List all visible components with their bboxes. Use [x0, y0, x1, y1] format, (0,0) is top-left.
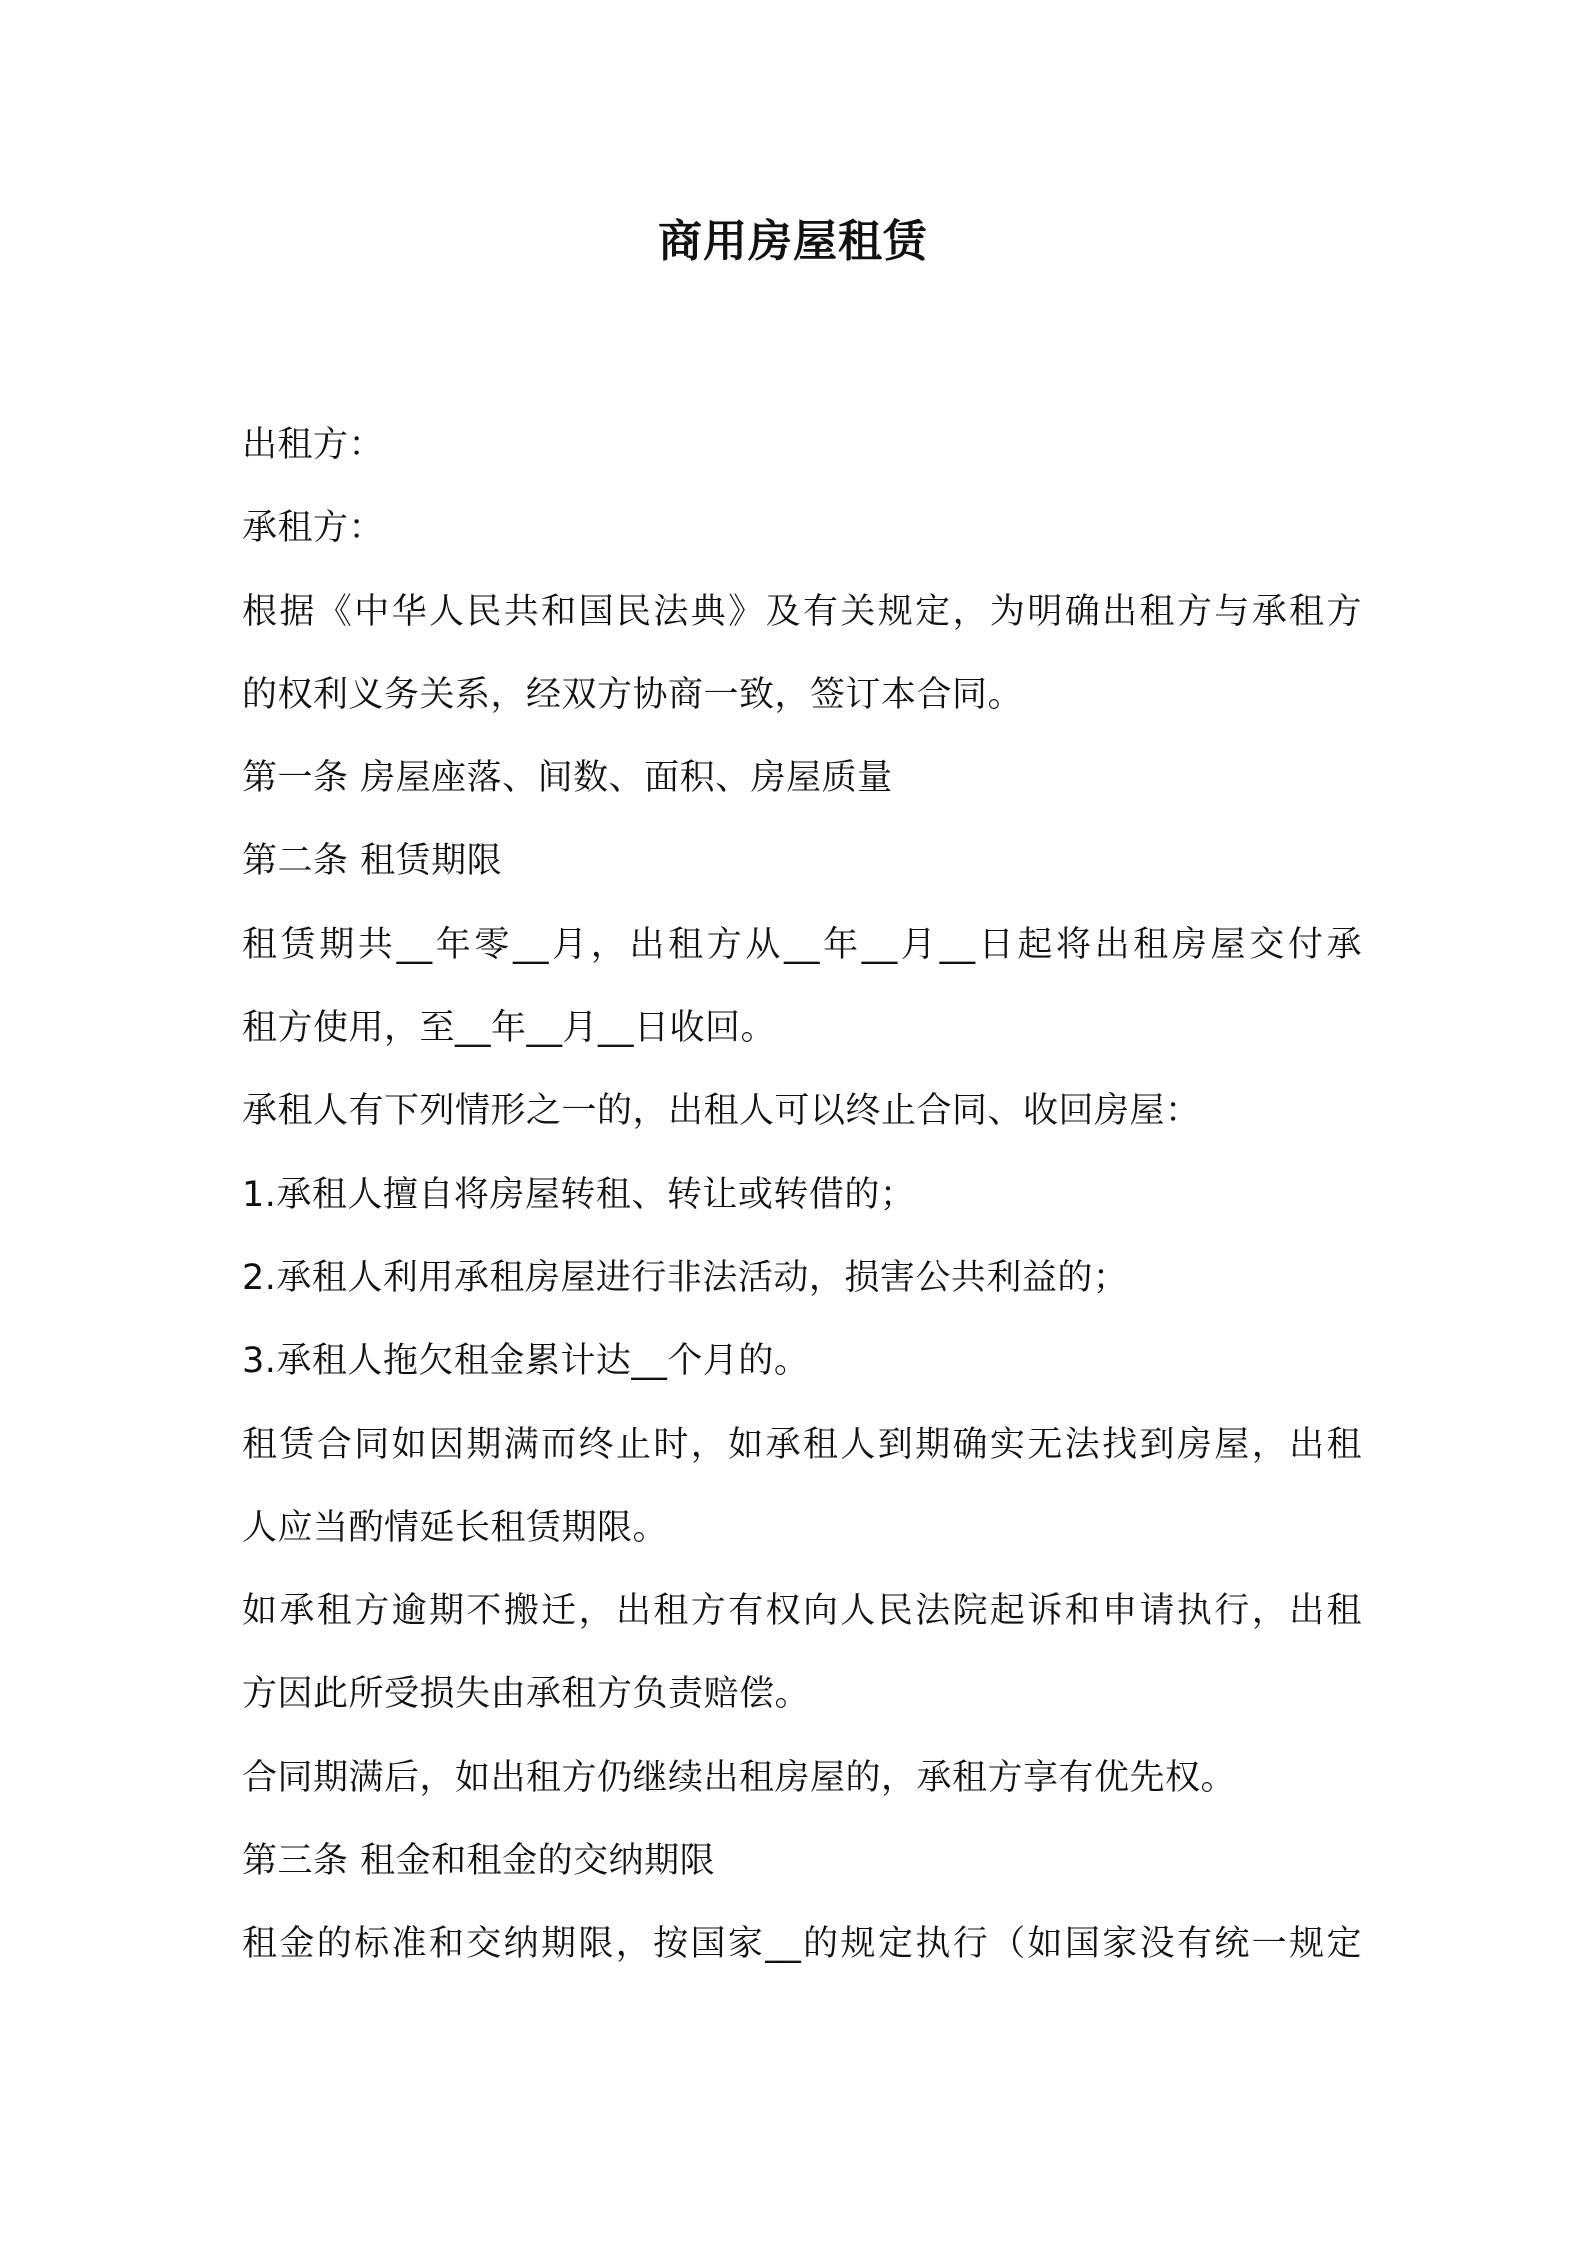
paragraph-line: 租赁合同如因期满而终止时，如承租人到期确实无法找到房屋，出租 [242, 1424, 1362, 1465]
paragraph-line: 人应当酌情延长租赁期限。 [242, 1507, 669, 1548]
paragraph-line: 方因此所受损失由承租方负责赔偿。 [242, 1674, 811, 1715]
paragraph-line: 如承租方逾期不搬迁，出租方有权向人民法院起诉和申请执行，出租 [242, 1591, 1362, 1632]
lessee-line: 承租方： [242, 508, 385, 549]
article-heading: 第三条 租金和租金的交纳期限 [242, 1841, 716, 1882]
paragraph-line: 承租人有下列情形之一的，出租人可以终止合同、收回房屋： [242, 1091, 1201, 1132]
lessor-line: 出租方： [242, 425, 385, 465]
article-heading: 第二条 租赁期限 [242, 841, 503, 882]
list-item: 1.承租人擅自将房屋转租、转让或转借的； [242, 1174, 916, 1215]
document-title: 商用房屋租赁 [658, 216, 928, 267]
paragraph-line: 租金的标准和交纳期限，按国家__的规定执行（如国家没有统一规定 [242, 1924, 1362, 1965]
paragraph-line: 合同期满后，如出租方仍继续出租房屋的，承租方享有优先权。 [242, 1757, 1237, 1798]
paragraph-line: 租方使用，至__年__月__日收回。 [242, 1008, 777, 1049]
paragraph-line: 根据《中华人民共和国民法典》及有关规定，为明确出租方与承租方 [242, 591, 1362, 632]
list-item: 3.承租人拖欠租金累计达__个月的。 [242, 1341, 810, 1382]
paragraph-line: 租赁期共__年零__月，出租方从__年__月__日起将出租房屋交付承 [242, 924, 1362, 965]
article-heading: 第一条 房屋座落、间数、面积、房屋质量 [242, 758, 893, 799]
document-body [242, 404, 1362, 1987]
paragraph-line: 的权利义务关系，经双方协商一致，签订本合同。 [242, 674, 1024, 715]
list-item: 2.承租人利用承租房屋进行非法活动，损害公共利益的； [242, 1257, 1129, 1298]
